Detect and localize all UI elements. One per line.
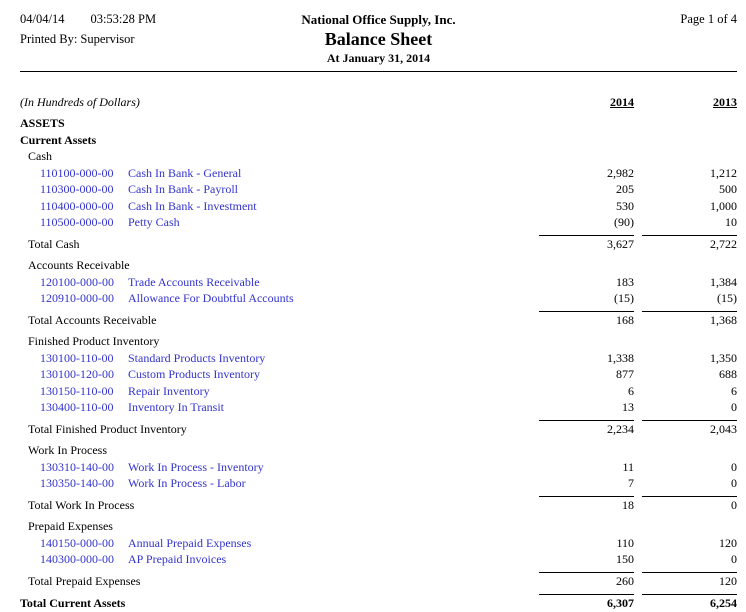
amount-2013: 10	[725, 215, 737, 229]
amount-2014: 7	[628, 476, 634, 490]
section-heading-label: Current Assets	[20, 132, 97, 147]
amount-2014: 2,982	[607, 165, 634, 180]
account-number[interactable]: 130400-110-00	[40, 400, 114, 414]
amount-2014: 2,234	[539, 420, 634, 438]
account-number[interactable]: 130100-120-00	[40, 367, 114, 381]
account-left	[20, 475, 531, 492]
amount-2013: 120	[642, 572, 737, 590]
account-name[interactable]: AP Prepaid Invoices	[128, 552, 227, 566]
units-label: (In Hundreds of Dollars)	[20, 95, 140, 109]
amount-2013: 2,722	[642, 235, 737, 253]
amount-2013: 6,254	[642, 594, 737, 612]
amount-2013: 1,350	[710, 350, 737, 365]
account-row	[20, 198, 737, 215]
amount-2013: 0	[731, 552, 737, 566]
amount-2014: 205	[616, 182, 634, 196]
account-name[interactable]: Allowance For Doubtful Accounts	[128, 291, 294, 305]
group-heading	[20, 333, 737, 350]
account-left	[20, 459, 531, 476]
account-name[interactable]: Inventory In Transit	[128, 400, 224, 414]
account-row	[20, 350, 737, 367]
account-left	[20, 350, 531, 367]
account-name[interactable]: Petty Cash	[128, 215, 180, 229]
amount-2013: 6	[731, 383, 737, 398]
group-heading-label: Cash	[28, 149, 52, 163]
amount-2013: 500	[719, 182, 737, 196]
account-number[interactable]: 110300-000-00	[40, 182, 114, 196]
group-heading	[20, 518, 737, 535]
group-heading-label: Work In Process	[28, 443, 108, 457]
total-row	[20, 572, 737, 590]
total-row	[20, 420, 737, 438]
amount-2014: 6,307	[539, 594, 634, 612]
amount-2013: 1,368	[642, 311, 737, 329]
account-left	[20, 551, 531, 568]
company-name: National Office Supply, Inc.	[301, 12, 456, 27]
account-row	[20, 274, 737, 291]
account-row	[20, 459, 737, 476]
header-rule	[20, 71, 737, 72]
print-datetime	[20, 12, 301, 27]
account-left	[20, 366, 531, 383]
account-name[interactable]: Standard Products Inventory	[128, 350, 266, 365]
amount-2013: 0	[731, 476, 737, 490]
amount-2013: 688	[719, 367, 737, 381]
page-indicator: Page 1 of 4	[680, 12, 737, 26]
account-left	[20, 165, 531, 182]
account-name[interactable]: Repair Inventory	[128, 383, 210, 398]
print-time: 03:53:28 PM	[90, 12, 157, 26]
amount-2013: 1,384	[710, 274, 737, 289]
account-left	[20, 274, 531, 291]
amount-2013: 0	[731, 400, 737, 414]
account-number[interactable]: 110400-000-00	[40, 198, 114, 213]
total-label: Total Finished Product Inventory	[28, 421, 187, 436]
account-row	[20, 399, 737, 416]
section-heading	[20, 115, 737, 132]
account-name[interactable]: Custom Products Inventory	[128, 367, 260, 381]
account-row	[20, 551, 737, 568]
amount-2014: 6	[628, 383, 634, 398]
amount-2014: 110	[616, 535, 634, 550]
account-number[interactable]: 120910-000-00	[40, 291, 114, 305]
account-name[interactable]: Cash In Bank - Payroll	[128, 182, 238, 196]
account-number[interactable]: 130350-140-00	[40, 476, 114, 490]
account-name[interactable]: Work In Process - Inventory	[128, 459, 264, 474]
report-header	[20, 12, 737, 66]
account-name[interactable]: Trade Accounts Receivable	[128, 274, 260, 289]
amount-2014: 530	[616, 198, 634, 213]
account-number[interactable]: 120100-000-00	[40, 274, 114, 289]
total-row	[20, 496, 737, 514]
header-left	[20, 12, 301, 47]
account-row	[20, 535, 737, 552]
amount-2014: 183	[616, 274, 634, 289]
total-label: Total Accounts Receivable	[28, 312, 157, 327]
account-left	[20, 399, 531, 416]
total-label: Total Work In Process	[28, 497, 135, 512]
amount-2014: (15)	[614, 291, 634, 305]
account-left	[20, 198, 531, 215]
report-subtitle: At January 31, 2014	[326, 51, 431, 65]
printed-by: Printed By: Supervisor	[20, 32, 135, 46]
amount-2013: (15)	[717, 291, 737, 305]
account-name[interactable]: Cash In Bank - Investment	[128, 198, 257, 213]
amount-2013: 1,212	[710, 165, 737, 180]
amount-2014: 260	[539, 572, 634, 590]
print-date: 04/04/14	[20, 12, 65, 26]
total-row	[20, 235, 737, 253]
account-name[interactable]: Annual Prepaid Expenses	[128, 535, 252, 550]
amount-2014: (90)	[614, 215, 634, 229]
amount-2014: 150	[616, 552, 634, 566]
account-number[interactable]: 140150-000-00	[40, 535, 114, 550]
group-heading-label: Prepaid Expenses	[28, 519, 113, 533]
year-2014-header: 2014	[610, 95, 634, 109]
section-heading	[20, 132, 737, 149]
account-number[interactable]: 130100-110-00	[40, 350, 114, 365]
amount-2014: 13	[622, 400, 634, 414]
header-center	[301, 12, 455, 66]
amount-2013: 120	[719, 535, 737, 550]
account-number[interactable]: 110100-000-00	[40, 165, 114, 180]
account-name[interactable]: Cash In Bank - General	[128, 165, 242, 180]
amount-2013: 0	[642, 496, 737, 514]
amount-2013: 1,000	[710, 198, 737, 213]
account-row	[20, 214, 737, 231]
amount-2014: 877	[616, 367, 634, 381]
column-header-row	[20, 94, 737, 110]
total-label: Total Prepaid Expenses	[28, 573, 141, 588]
group-heading-label: Accounts Receivable	[28, 258, 130, 272]
report-title: Balance Sheet	[324, 29, 433, 49]
group-heading	[20, 257, 737, 274]
account-number[interactable]: 130310-140-00	[40, 459, 114, 474]
account-number[interactable]: 130150-110-00	[40, 383, 114, 398]
account-left	[20, 181, 531, 198]
group-heading-label: Finished Product Inventory	[28, 334, 160, 348]
account-left	[20, 383, 531, 400]
account-left	[20, 214, 531, 231]
grand-total-row	[20, 594, 737, 612]
account-row	[20, 475, 737, 492]
amount-2013: 0	[731, 459, 737, 474]
amount-2014: 3,627	[539, 235, 634, 253]
total-row	[20, 311, 737, 329]
section-heading-label: ASSETS	[20, 116, 65, 130]
account-row	[20, 290, 737, 307]
amount-2014: 18	[539, 496, 634, 514]
account-number[interactable]: 110500-000-00	[40, 215, 114, 229]
group-heading	[20, 148, 737, 165]
amount-2013: 2,043	[642, 420, 737, 438]
account-number[interactable]: 140300-000-00	[40, 552, 114, 566]
account-left	[20, 290, 531, 307]
account-name[interactable]: Work In Process - Labor	[128, 476, 246, 490]
total-label: Total Cash	[28, 236, 80, 251]
amount-2014: 11	[622, 459, 634, 474]
account-row	[20, 366, 737, 383]
amount-2014: 168	[539, 311, 634, 329]
account-row	[20, 181, 737, 198]
amount-2014: 1,338	[607, 350, 634, 365]
account-row	[20, 383, 737, 400]
account-row	[20, 165, 737, 182]
account-left	[20, 535, 531, 552]
report-rows	[20, 115, 737, 612]
total-label: Total Current Assets	[20, 596, 126, 610]
year-2013-header: 2013	[713, 95, 737, 109]
group-heading	[20, 442, 737, 459]
